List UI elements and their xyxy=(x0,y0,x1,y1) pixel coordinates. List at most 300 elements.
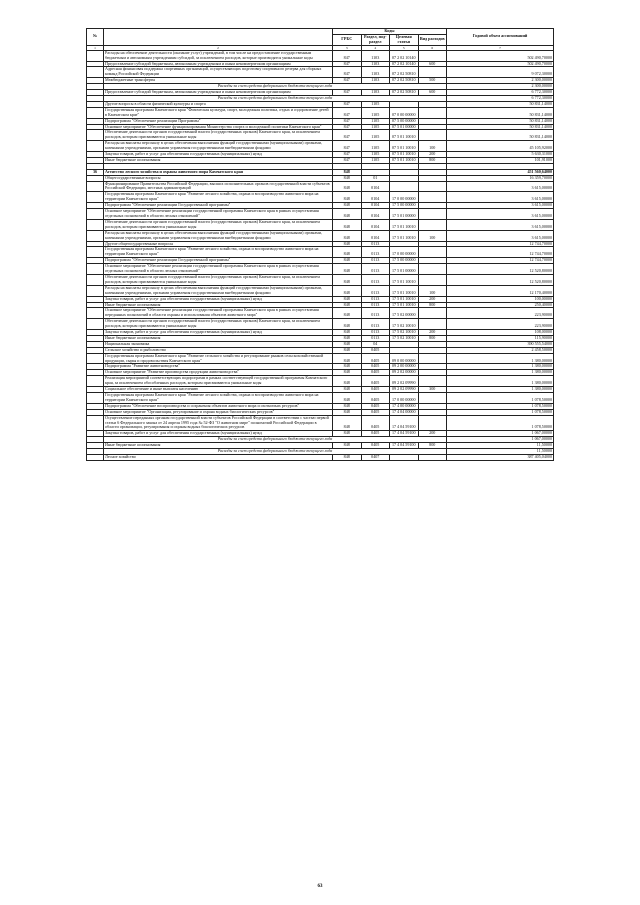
cell-no xyxy=(87,192,104,203)
cell-name: Предоставление субсидий бюджетным, автономным учреждениям и иным некоммерческим организациям xyxy=(104,90,333,96)
cell-razdel: 1105 xyxy=(361,157,390,163)
cell-cs: 09 0 00 00000 xyxy=(390,353,419,364)
cell-cs: 07 2 02 50810 xyxy=(390,90,419,96)
cell-name: Иные бюджетные ассигнования xyxy=(104,335,333,341)
cell-sum: 12 744,70000 xyxy=(447,247,554,258)
cell-grbs: 848 xyxy=(333,341,362,347)
cell-razdel: 0405 xyxy=(361,370,390,376)
cell-name: Закупка товаров, работ и услуг для обеспечения государственных (муниципальных) нужд xyxy=(104,296,333,302)
cell-cs: 07 5 01 10010 xyxy=(390,141,419,152)
index-cell: 1 xyxy=(87,45,104,50)
cell-no xyxy=(87,130,104,141)
cell-grbs: 848 xyxy=(333,376,362,387)
cell-cs: 17 5 00 00000 xyxy=(390,203,419,209)
cell-name: Обеспечение деятельности органов государственной власти (государственных органов) Камчатского края, за исключением расходов, которым присваиваются уникальные коды xyxy=(104,219,333,230)
cell-razdel: 0113 xyxy=(361,264,390,275)
cell-vr xyxy=(418,130,447,141)
cell-vr xyxy=(418,192,447,203)
table-row xyxy=(87,107,554,118)
cell-sum: 1 067,00000 xyxy=(447,437,554,443)
table-row xyxy=(87,192,554,203)
cell-vr xyxy=(418,319,447,330)
cell-sum: 50 831,14000 xyxy=(447,107,554,118)
cell-sum: 16 359,70000 xyxy=(447,175,554,181)
table-row xyxy=(87,274,554,285)
cell-razdel: 1105 xyxy=(361,124,390,130)
cell-sum: 3 615,00000 xyxy=(447,230,554,241)
cell-razdel: 04 xyxy=(361,341,390,347)
cell-cs: 17 4 00 00000 xyxy=(390,403,419,409)
cell-grbs: 847 xyxy=(333,61,362,67)
cell-grbs: 848 xyxy=(333,370,362,376)
cell-cs: 17 5 02 10010 xyxy=(390,330,419,336)
cell-sum: 100,00000 xyxy=(447,296,554,302)
cell-sum: 3 615,00000 xyxy=(447,203,554,209)
cell-razdel: 0405 xyxy=(361,443,390,449)
header-name xyxy=(104,29,333,46)
cell-grbs: 848 xyxy=(333,258,362,264)
cell-cs: 17 4 04 59100 xyxy=(390,431,419,437)
cell-razdel: 0104 xyxy=(361,203,390,209)
cell-name: Подпрограмма "Развитие животноводства" xyxy=(104,364,333,370)
cell-name: Расходы на выплаты персоналу в целях обеспечения выполнения функций государственными (муниципальными) органами, казенными учреждениями, органами управления государственными внебюджетными фондами xyxy=(104,141,333,152)
cell-razdel: 0113 xyxy=(361,308,390,319)
cell-name: Межбюджетные трансферты xyxy=(104,78,333,84)
cell-name: Расходы на выплаты персоналу в целях обеспечения выполнения функций государственными (муниципальными) органами, казенными учреждениями, органами управления государственными внебюджетными фондами xyxy=(104,230,333,241)
cell-grbs: 847 xyxy=(333,78,362,84)
cell-no xyxy=(87,454,104,460)
cell-name: Основное мероприятие "Обеспечение реализации государственной программы Камчатского края в рамках осуществления переданных полномочий в области охраны и использования объектов животного мира" xyxy=(104,308,333,319)
cell-no xyxy=(87,67,104,78)
cell-name: Государственная программа Камчатского края "Развитие сельского хозяйства и регулирование рынков сельскохозяйственной продукции, сырья и продовольствия Камчатского края" xyxy=(104,353,333,364)
cell-sum: 6 772,30000 xyxy=(447,95,554,101)
cell-razdel: 0113 xyxy=(361,274,390,285)
cell-name: Обеспечение деятельности органов государственной власти (государственных органов) Камчатского края, за исключением расходов, которым присваиваются уникальные коды xyxy=(104,319,333,330)
cell-name: Основное мероприятие "Обеспечение функционирования Министерства спорта и молодежной политики Камчатского края" xyxy=(104,124,333,130)
cell-sum: 1 078,50000 xyxy=(447,409,554,415)
cell-grbs: 848 xyxy=(333,308,362,319)
table-row xyxy=(87,319,554,330)
cell-sum: 1 067,00000 xyxy=(447,431,554,437)
cell-no xyxy=(87,107,104,118)
table-row xyxy=(87,308,554,319)
cell-cs: 17 5 02 10010 xyxy=(390,335,419,341)
table-row xyxy=(87,230,554,241)
cell-grbs: 848 xyxy=(333,431,362,437)
cell-sum: 502 490,70000 xyxy=(447,61,554,67)
cell-name: Другие общегосударственные вопросы xyxy=(104,241,333,247)
cell-sum: 12 520,80000 xyxy=(447,264,554,275)
cell-grbs: 848 xyxy=(333,175,362,181)
cell-sum: 2 300,00000 xyxy=(447,78,554,84)
cell-razdel: 0405 xyxy=(361,393,390,404)
cell-note: Расходы за счет средств федерального бюджета текущего года xyxy=(104,437,447,443)
cell-cs: 07 2 02 10140 xyxy=(390,50,419,61)
budget-table xyxy=(86,28,554,461)
cell-cs: 09 2 02 09990 xyxy=(390,376,419,387)
cell-vr: 200 xyxy=(418,431,447,437)
cell-razdel: 1105 xyxy=(361,152,390,158)
cell-cs: 07 5 01 10010 xyxy=(390,157,419,163)
cell-sum: 50 831,14000 xyxy=(447,118,554,124)
cell-cs: 07 5 01 10010 xyxy=(390,130,419,141)
cell-vr xyxy=(418,219,447,230)
cell-vr xyxy=(418,454,447,460)
cell-razdel: 0104 xyxy=(361,192,390,203)
cell-cs: 07 5 01 10010 xyxy=(390,152,419,158)
cell-name: Реализация мероприятий соответствующих подпрограмм в рамках соответствующей государственной программы Камчатского края, за исключением обособленных расходов, которым присваиваются уникальные коды xyxy=(104,376,333,387)
cell-razdel: 0405 xyxy=(361,364,390,370)
cell-vr xyxy=(418,274,447,285)
cell-note: Расходы за счет средств федерального бюджета текущего года xyxy=(104,84,447,90)
cell-grbs: 848 xyxy=(333,454,362,460)
cell-name: Закупка товаров, работ и услуг для обеспечения государственных (муниципальных) нужд xyxy=(104,152,333,158)
table-row xyxy=(87,264,554,275)
cell-cs: 17 4 04 59100 xyxy=(390,415,419,431)
cell-name: Социальное обеспечение и иные выплаты населению xyxy=(104,387,333,393)
cell-grbs: 848 xyxy=(333,203,362,209)
cell-vr xyxy=(418,393,447,404)
cell-no xyxy=(87,264,104,275)
cell-no xyxy=(87,285,104,296)
cell-note: Расходы за счет средств федерального бюджета текущего года xyxy=(104,449,447,455)
cell-vr xyxy=(418,50,447,61)
cell-grbs: 847 xyxy=(333,50,362,61)
cell-sum: 11,50000 xyxy=(447,449,554,455)
table-row xyxy=(87,67,554,78)
cell-grbs: 848 xyxy=(333,230,362,241)
cell-razdel: 0407 xyxy=(361,454,390,460)
cell-grbs: 848 xyxy=(333,247,362,258)
header-codes: Коды xyxy=(333,29,447,35)
cell-sum: 1 380,00000 xyxy=(447,387,554,393)
cell-vr: 200 xyxy=(418,152,447,158)
cell-grbs: 847 xyxy=(333,124,362,130)
cell-sum: 1 380,00000 xyxy=(447,370,554,376)
cell-no xyxy=(87,247,104,258)
cell-razdel: 0104 xyxy=(361,209,390,220)
cell-no xyxy=(87,230,104,241)
cell-name: Государственная программа Камчатского края "Развитие лесного хозяйства, охрана и воспроизводство животного мира на территории Камчатского края" xyxy=(104,247,333,258)
cell-sum: 223,90000 xyxy=(447,319,554,330)
cell-razdel: 0113 xyxy=(361,319,390,330)
cell-razdel: 0405 xyxy=(361,347,390,353)
table-row xyxy=(87,247,554,258)
cell-name: Основное мероприятие "Обеспечение реализации государственной программы Камчатского края в рамках осуществления отдельных полномочий в области лесных отношений" xyxy=(104,264,333,275)
cell-vr xyxy=(418,181,447,192)
cell-no xyxy=(87,274,104,285)
cell-name: Адресная финансовая поддержка спортивных организаций, осуществляющих подготовку спортивного резерва для сборных команд Российской Федерации xyxy=(104,67,333,78)
cell-name: Расходы на выплаты персоналу в целях обеспечения выполнения функций государственными (муниципальными) органами, казенными учреждениями, органами управления государственными внебюджетными фондами xyxy=(104,285,333,296)
cell-cs: 17 5 01 10010 xyxy=(390,230,419,241)
cell-grbs: 848 xyxy=(333,403,362,409)
cell-cs: 17 4 04 00000 xyxy=(390,409,419,415)
table-row xyxy=(87,209,554,220)
cell-no: 36 xyxy=(87,169,104,175)
cell-grbs: 848 xyxy=(333,285,362,296)
cell-no xyxy=(87,415,104,431)
cell-sum: 3 615,00000 xyxy=(447,181,554,192)
cell-cs xyxy=(390,454,419,460)
cell-name: Государственная программа Камчатского края "Развитие лесного хозяйства, охрана и воспроизводство животного мира на территории Камчатского края" xyxy=(104,192,333,203)
header-grbs: ГРБС xyxy=(333,34,362,45)
cell-razdel: 0113 xyxy=(361,241,390,247)
cell-cs: 09 2 00 00000 xyxy=(390,364,419,370)
cell-vr xyxy=(418,376,447,387)
cell-name: Государственная программа Камчатского края "Физическая культура, спорт, молодежная политика, отдых и оздоровление детей в Камчатском крае" xyxy=(104,107,333,118)
cell-razdel: 0113 xyxy=(361,258,390,264)
cell-name: Подпрограмма "Обеспечение реализации Государственной программы" xyxy=(104,258,333,264)
cell-vr xyxy=(418,67,447,78)
table-row xyxy=(87,285,554,296)
cell-no xyxy=(87,319,104,330)
cell-grbs: 848 xyxy=(333,241,362,247)
cell-razdel: 0405 xyxy=(361,387,390,393)
table-row xyxy=(87,130,554,141)
cell-vr: 800 xyxy=(418,157,447,163)
cell-razdel: 1105 xyxy=(361,107,390,118)
cell-sum: 12 744,70000 xyxy=(447,258,554,264)
cell-sum: 3 615,00000 xyxy=(447,219,554,230)
cell-cs: 07 2 02 50810 xyxy=(390,78,419,84)
cell-sum: 1 078,50000 xyxy=(447,393,554,404)
cell-name: Осуществление переданных органам государственной власти субъектов Российской Федерации в соответствии с частью первой статьи 6 Федерального закона от 24 апреля 1995 года № 52-ФЗ "О животном мире" полномочий Российской Федерации в области организации, регулирования и охраны водных биологических ресурсов xyxy=(104,415,333,431)
cell-sum: 12 744,70000 xyxy=(447,241,554,247)
cell-name: Основное мероприятие "Обеспечение реализации государственной программы Камчатского края в рамках осуществления отдельных полномочий в области лесных отношений" xyxy=(104,209,333,220)
cell-razdel: 0405 xyxy=(361,415,390,431)
table-row xyxy=(87,50,554,61)
cell-name: Другие вопросы в области физической культуры и спорта xyxy=(104,101,333,107)
cell-cs: 17 5 01 00000 xyxy=(390,209,419,220)
cell-name: Расходы на обеспечение деятельности (оказание услуг) учреждений, в том числе на предоставление государственным бюджетным и автономным учреждениям субсидий, за исключением расходов, которые производятся уникальные коды xyxy=(104,50,333,61)
cell-sum: 2 458,50000 xyxy=(447,347,554,353)
cell-sum: 1 380,00000 xyxy=(447,376,554,387)
cell-vr xyxy=(418,107,447,118)
cell-cs: 17 5 01 10010 xyxy=(390,285,419,296)
cell-razdel: 0113 xyxy=(361,335,390,341)
cell-vr: 100 xyxy=(418,285,447,296)
cell-grbs: 848 xyxy=(333,364,362,370)
cell-name: Лесное хозяйство xyxy=(104,454,333,460)
cell-vr xyxy=(418,264,447,275)
cell-razdel: 0405 xyxy=(361,431,390,437)
cell-grbs: 848 xyxy=(333,347,362,353)
cell-grbs: 848 xyxy=(333,296,362,302)
cell-vr: 200 xyxy=(418,296,447,302)
cell-vr: 200 xyxy=(418,330,447,336)
cell-razdel: 1103 xyxy=(361,67,390,78)
cell-no xyxy=(87,353,104,364)
cell-sum: 502 490,70000 xyxy=(447,50,554,61)
cell-grbs: 848 xyxy=(333,330,362,336)
cell-cs: 17 0 00 00000 xyxy=(390,247,419,258)
table-row xyxy=(87,353,554,364)
header-cs: Целевая статья xyxy=(390,34,419,45)
cell-grbs: 848 xyxy=(333,219,362,230)
index-cell: 5 xyxy=(390,45,419,50)
cell-cs: 17 4 04 59100 xyxy=(390,443,419,449)
table-row xyxy=(87,219,554,230)
cell-name: Агентство лесного хозяйства и охраны животного мира Камчатского края xyxy=(104,169,333,175)
cell-no xyxy=(87,141,104,152)
cell-cs: 17 5 01 10010 xyxy=(390,219,419,230)
cell-cs: 07 2 02 10140 xyxy=(390,61,419,67)
cell-grbs: 847 xyxy=(333,157,362,163)
cell-sum: 50 831,14000 xyxy=(447,101,554,107)
cell-name: Основное мероприятие "Развитие производства продукции животноводства" xyxy=(104,370,333,376)
cell-sum: 1 078,50000 xyxy=(447,403,554,409)
cell-grbs: 848 xyxy=(333,264,362,275)
cell-razdel: 0113 xyxy=(361,285,390,296)
cell-no xyxy=(87,308,104,319)
cell-razdel: 0113 xyxy=(361,247,390,258)
cell-vr xyxy=(418,209,447,220)
index-cell: 6 xyxy=(418,45,447,50)
table-row xyxy=(87,181,554,192)
cell-sum: 12 520,80000 xyxy=(447,274,554,285)
cell-grbs: 847 xyxy=(333,118,362,124)
header-sum: Годовой объем ассигнований xyxy=(447,29,554,46)
cell-sum: 50 831,14000 xyxy=(447,124,554,130)
cell-no xyxy=(87,376,104,387)
cell-vr: 100 xyxy=(418,230,447,241)
cell-razdel: 0405 xyxy=(361,376,390,387)
cell-razdel: 0405 xyxy=(361,403,390,409)
cell-grbs: 848 xyxy=(333,302,362,308)
cell-sum: 1 078,50000 xyxy=(447,415,554,431)
table-row xyxy=(87,376,554,387)
cell-cs: 17 5 01 10010 xyxy=(390,274,419,285)
cell-name: Подпрограмма "Обеспечение воспроизводства и сохранения объектов животного мира и охотничьих ресурсов" xyxy=(104,403,333,409)
cell-cs: 17 5 01 10010 xyxy=(390,302,419,308)
cell-sum: 50 831,14000 xyxy=(447,130,554,141)
index-cell: 3 xyxy=(333,45,362,50)
cell-razdel: 1105 xyxy=(361,101,390,107)
cell-grbs: 848 xyxy=(333,393,362,404)
cell-grbs: 847 xyxy=(333,67,362,78)
cell-razdel: 0405 xyxy=(361,409,390,415)
cell-name: Закупка товаров, работ и услуг для обеспечения государственных (муниципальных) нужд xyxy=(104,431,333,437)
cell-vr: 100 xyxy=(418,141,447,152)
cell-sum: 101,91000 xyxy=(447,157,554,163)
cell-vr xyxy=(418,353,447,364)
cell-grbs: 847 xyxy=(333,101,362,107)
page-number: 63 xyxy=(317,884,323,889)
cell-razdel: 1103 xyxy=(361,78,390,84)
cell-razdel: 1105 xyxy=(361,141,390,152)
cell-sum: 115,90000 xyxy=(447,335,554,341)
cell-cs: 09 2 02 00000 xyxy=(390,370,419,376)
cell-grbs: 848 xyxy=(333,443,362,449)
cell-no xyxy=(87,50,104,61)
cell-razdel: 1103 xyxy=(361,90,390,96)
cell-name: Сельское хозяйство и рыболовство xyxy=(104,347,333,353)
cell-sum: 45 105,92000 xyxy=(447,141,554,152)
cell-razdel: 0104 xyxy=(361,181,390,192)
header-no: № xyxy=(87,29,104,46)
cell-cs: 17 5 00 00000 xyxy=(390,258,419,264)
cell-name: Подпрограмма "Обеспечение реализации Государственной программы" xyxy=(104,203,333,209)
cell-razdel: 0104 xyxy=(361,230,390,241)
cell-vr: 600 xyxy=(418,61,447,67)
cell-no xyxy=(87,181,104,192)
cell-name: Национальная экономика xyxy=(104,341,333,347)
cell-note: Расходы за счет средств федерального бюджета текущего года xyxy=(104,95,447,101)
cell-sum: 108,00000 xyxy=(447,330,554,336)
cell-sum: 1 380,00000 xyxy=(447,364,554,370)
cell-name: Государственная программа Камчатского края "Развитие лесного хозяйства, охрана и воспроизводство животного мира на территории Камчатского края" xyxy=(104,393,333,404)
cell-cs: 17 5 01 00000 xyxy=(390,264,419,275)
table-row xyxy=(87,415,554,431)
cell-name: Общегосударственные вопросы xyxy=(104,175,333,181)
cell-grbs: 848 xyxy=(333,387,362,393)
cell-sum: 451 560,64000 xyxy=(447,169,554,175)
cell-grbs: 848 xyxy=(333,335,362,341)
index-cell: 2 xyxy=(104,45,333,50)
cell-name: Обеспечение деятельности органов государственной власти (государственных органов) Камчатского края, за исключением расходов, которым присваиваются уникальные коды xyxy=(104,130,333,141)
index-cell: 7 xyxy=(447,45,554,50)
cell-name: Закупка товаров, работ и услуг для обеспечения государственных (муниципальных) нужд xyxy=(104,330,333,336)
cell-sum: 3 615,00000 xyxy=(447,192,554,203)
cell-vr: 300 xyxy=(418,387,447,393)
cell-no xyxy=(87,209,104,220)
cell-name: Обеспечение деятельности органов государственной власти (государственных органов) Камчатского края, за исключением расходов, которым присваиваются уникальные коды xyxy=(104,274,333,285)
cell-razdel: 0405 xyxy=(361,353,390,364)
cell-cs: 07 2 02 50810 xyxy=(390,67,419,78)
cell-grbs: 847 xyxy=(333,90,362,96)
index-cell: 4 xyxy=(361,45,390,50)
cell-sum: 12 170,40000 xyxy=(447,285,554,296)
cell-sum: 5 630,31000 xyxy=(447,152,554,158)
cell-cs xyxy=(390,181,419,192)
cell-razdel: 0113 xyxy=(361,296,390,302)
document-page xyxy=(86,28,554,878)
cell-sum: 6 772,30000 xyxy=(447,90,554,96)
cell-razdel: 1105 xyxy=(361,118,390,124)
cell-no xyxy=(87,219,104,230)
cell-name: Иные бюджетные ассигнования xyxy=(104,302,333,308)
cell-cs: 07 5 00 00000 xyxy=(390,118,419,124)
cell-vr xyxy=(418,247,447,258)
cell-grbs: 847 xyxy=(333,141,362,152)
cell-sum: 250,40000 xyxy=(447,302,554,308)
cell-sum: 3 615,00000 xyxy=(447,209,554,220)
cell-razdel: 0113 xyxy=(361,330,390,336)
table-row xyxy=(87,454,554,460)
cell-name: Иные бюджетные ассигнования xyxy=(104,157,333,163)
cell-sum: 390 555,54000 xyxy=(447,341,554,347)
cell-name: Основное мероприятие "Организация, регулирование и охрана водных биологических ресурсов" xyxy=(104,409,333,415)
cell-grbs: 848 xyxy=(333,353,362,364)
cell-sum: 387 405,04000 xyxy=(447,454,554,460)
cell-sum: 2 300,00000 xyxy=(447,84,554,90)
cell-cs: 17 5 01 10010 xyxy=(390,296,419,302)
cell-grbs: 848 xyxy=(333,274,362,285)
header-row-1 xyxy=(87,29,554,35)
cell-grbs: 848 xyxy=(333,209,362,220)
cell-grbs: 847 xyxy=(333,107,362,118)
cell-vr xyxy=(418,308,447,319)
table-body xyxy=(87,50,554,460)
cell-vr: 800 xyxy=(418,302,447,308)
cell-razdel: 0113 xyxy=(361,302,390,308)
cell-vr: 600 xyxy=(418,90,447,96)
cell-cs: 07 0 00 00000 xyxy=(390,107,419,118)
table-row xyxy=(87,393,554,404)
cell-name: Иные бюджетные ассигнования xyxy=(104,443,333,449)
cell-sum: 11,50000 xyxy=(447,443,554,449)
cell-cs: 07 5 01 00000 xyxy=(390,124,419,130)
